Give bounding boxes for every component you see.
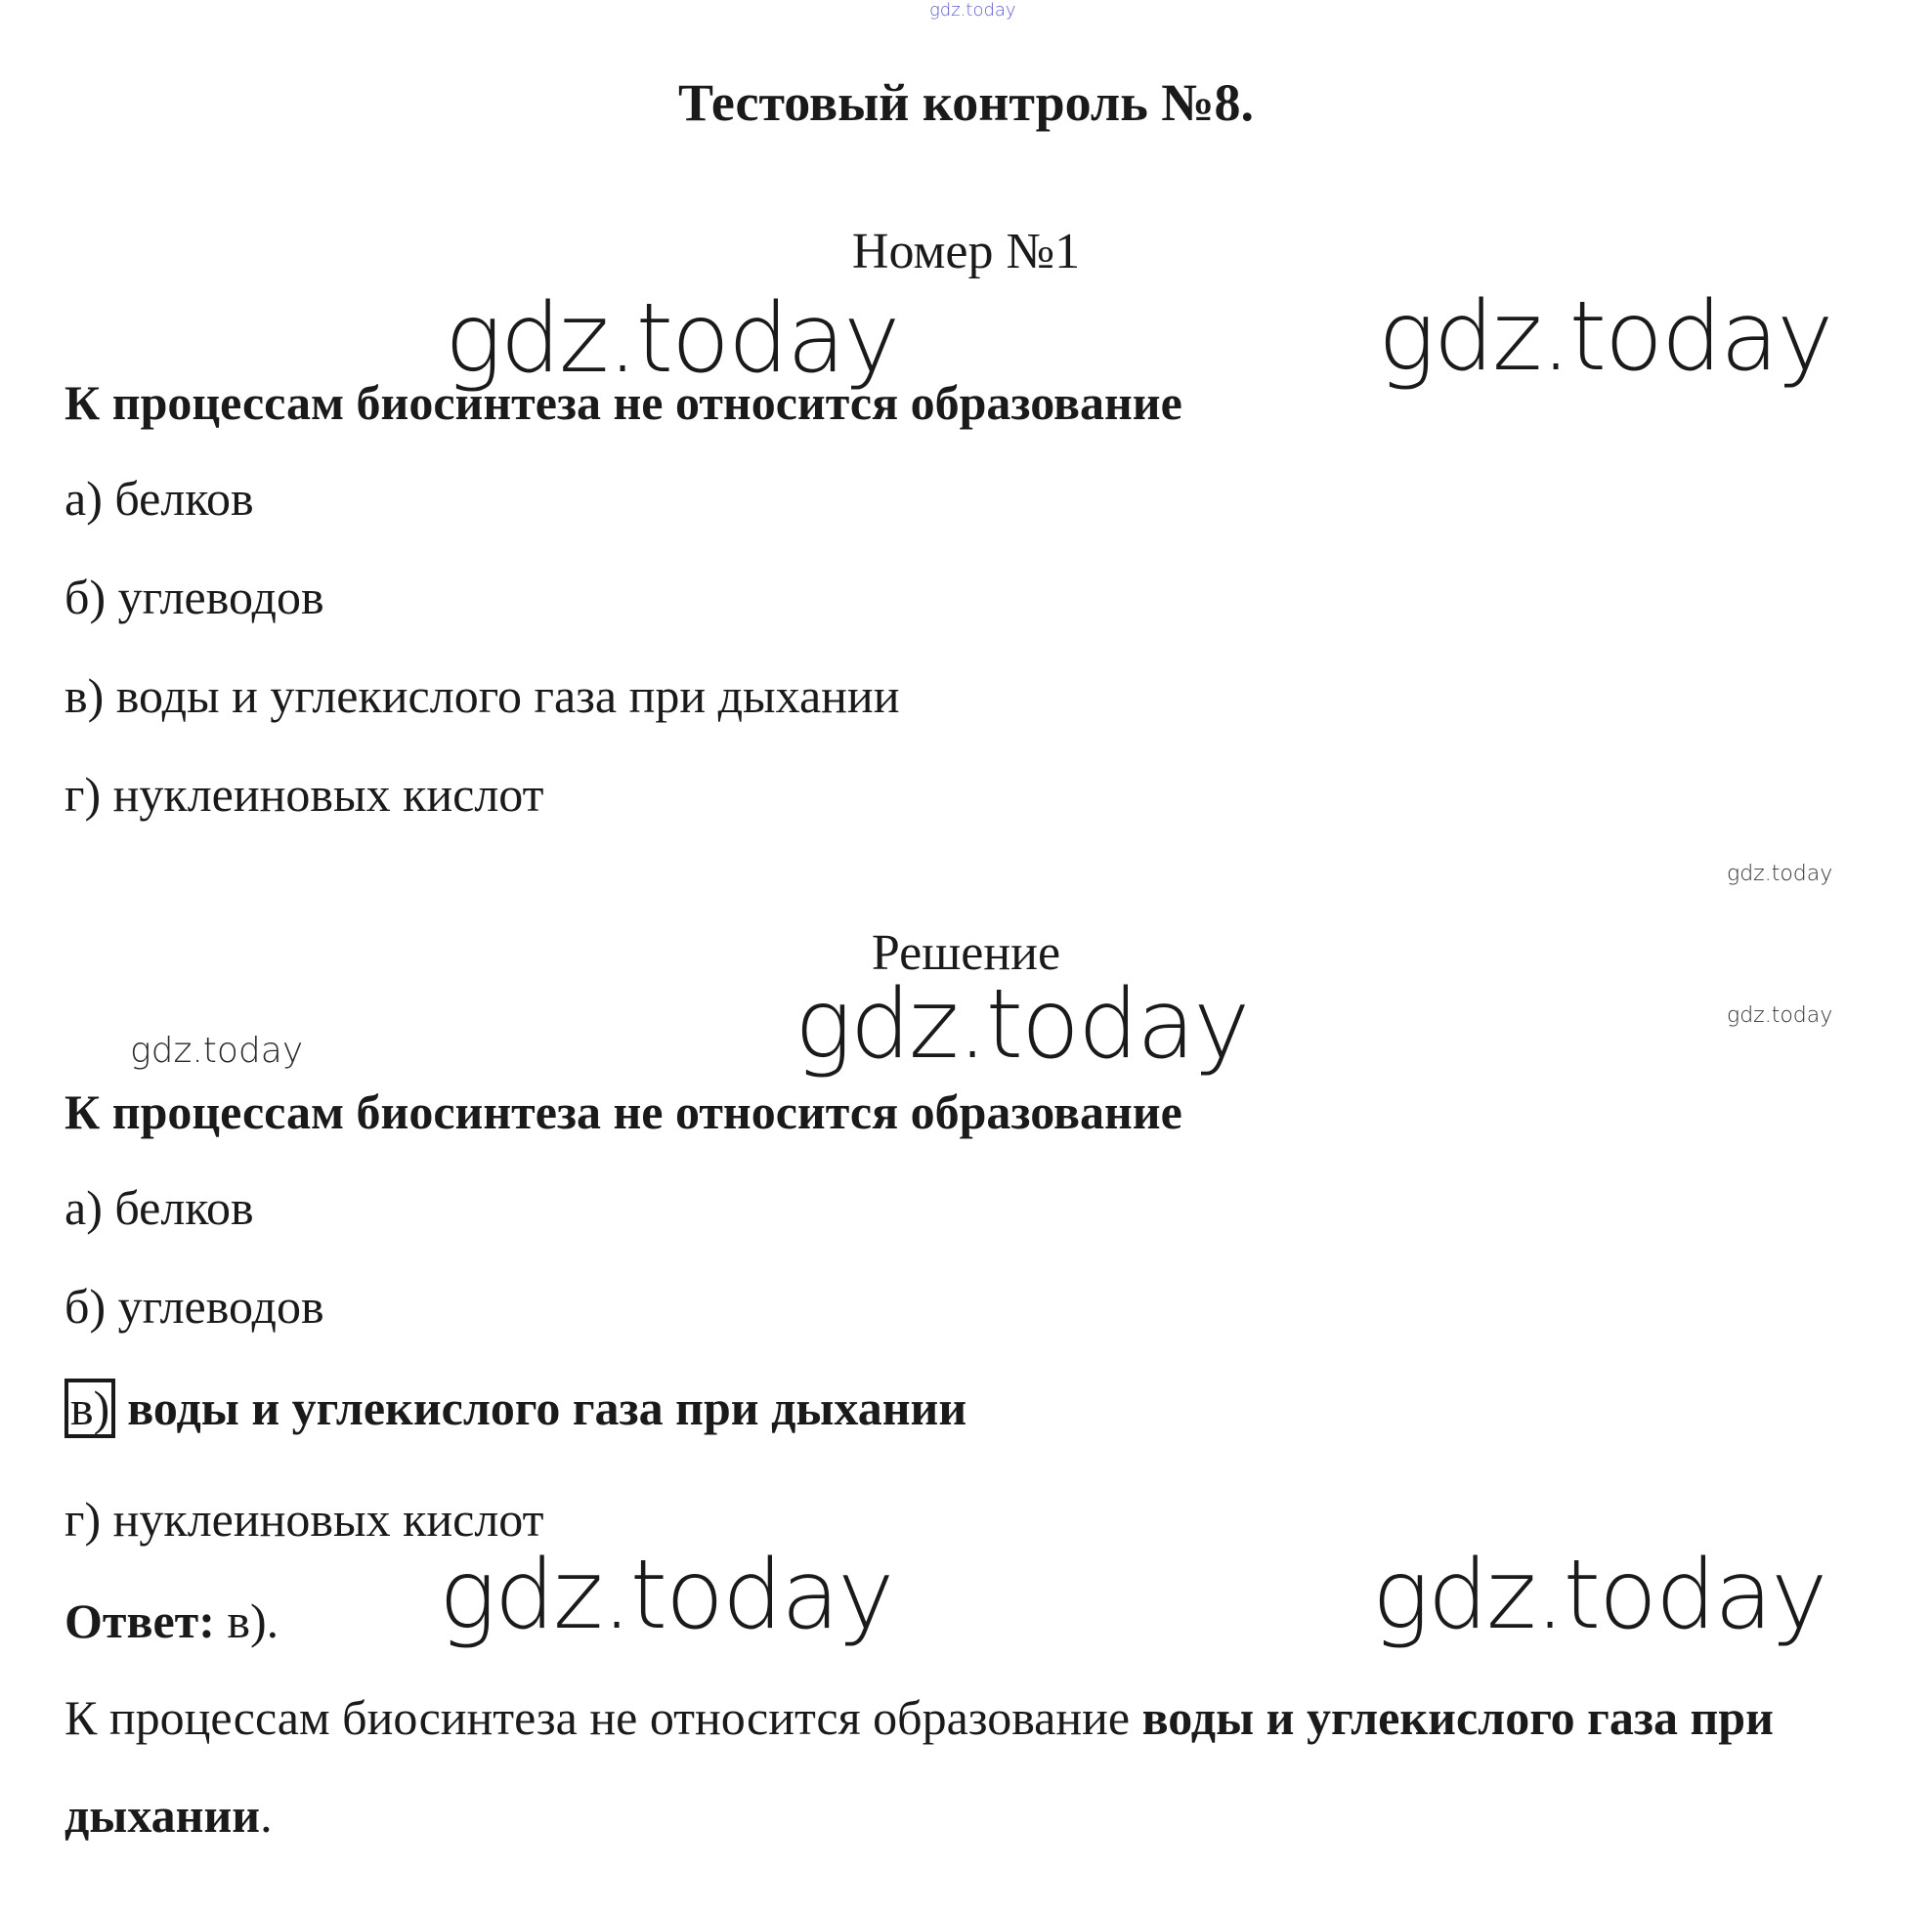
option-text: белков xyxy=(114,1180,254,1235)
solution-option-c-correct xyxy=(64,1379,966,1438)
option-text: нуклеиновых кислот xyxy=(112,767,544,822)
page-title: Тестовый контроль №8. xyxy=(677,73,1255,132)
option-b xyxy=(64,569,324,625)
watermark-top: gdz.today xyxy=(929,0,1016,21)
option-c xyxy=(64,667,899,724)
explanation-suffix: . xyxy=(260,1788,273,1843)
watermark-large: gdz.today xyxy=(1372,1540,1826,1651)
explanation-prefix: К процессам биосинтеза не относится образование xyxy=(64,1690,1131,1745)
option-letter: а) xyxy=(64,471,103,526)
option-text: углеводов xyxy=(117,570,324,624)
option-text: нуклеиновых кислот xyxy=(112,1492,544,1547)
option-text: воды и углекислого газа при дыхании xyxy=(115,668,900,723)
option-a xyxy=(64,470,254,527)
option-letter: б) xyxy=(64,570,107,624)
watermark-large: gdz.today xyxy=(439,1540,893,1651)
watermark-medium: gdz.today xyxy=(130,1031,304,1071)
option-letter: б) xyxy=(64,1279,107,1334)
option-text: белков xyxy=(114,471,254,526)
solution-heading: Решение xyxy=(871,925,1061,981)
option-text: углеводов xyxy=(117,1279,324,1334)
explanation-paragraph xyxy=(64,1669,1902,1864)
watermark-large: gdz.today xyxy=(794,969,1249,1081)
option-letter: г) xyxy=(64,1492,102,1547)
correct-answer-marker: в) xyxy=(64,1379,115,1438)
option-letter: г) xyxy=(64,767,102,822)
solution-question-text: К процессам биосинтеза не относится образование xyxy=(64,1084,1182,1139)
option-letter: а) xyxy=(64,1180,103,1235)
answer-value: в). xyxy=(227,1593,279,1648)
number-heading: Номер №1 xyxy=(851,224,1081,279)
answer-label: Ответ: xyxy=(64,1593,215,1648)
solution-option-b xyxy=(64,1278,324,1335)
option-d xyxy=(64,766,543,823)
explanation-bold: воды и углекислого газа при дыхании xyxy=(64,1690,1774,1843)
option-text: воды и углекислого газа при дыхании xyxy=(127,1380,967,1435)
solution-option-a xyxy=(64,1179,254,1236)
watermark-large: gdz.today xyxy=(445,283,899,395)
option-letter: в) xyxy=(64,668,105,723)
watermark-large: gdz.today xyxy=(1378,281,1832,393)
question-text: К процессам биосинтеза не относится образование xyxy=(64,375,1182,430)
answer-line xyxy=(64,1592,279,1649)
watermark-small: gdz.today xyxy=(1727,862,1833,886)
watermark-small: gdz.today xyxy=(1727,1003,1833,1028)
